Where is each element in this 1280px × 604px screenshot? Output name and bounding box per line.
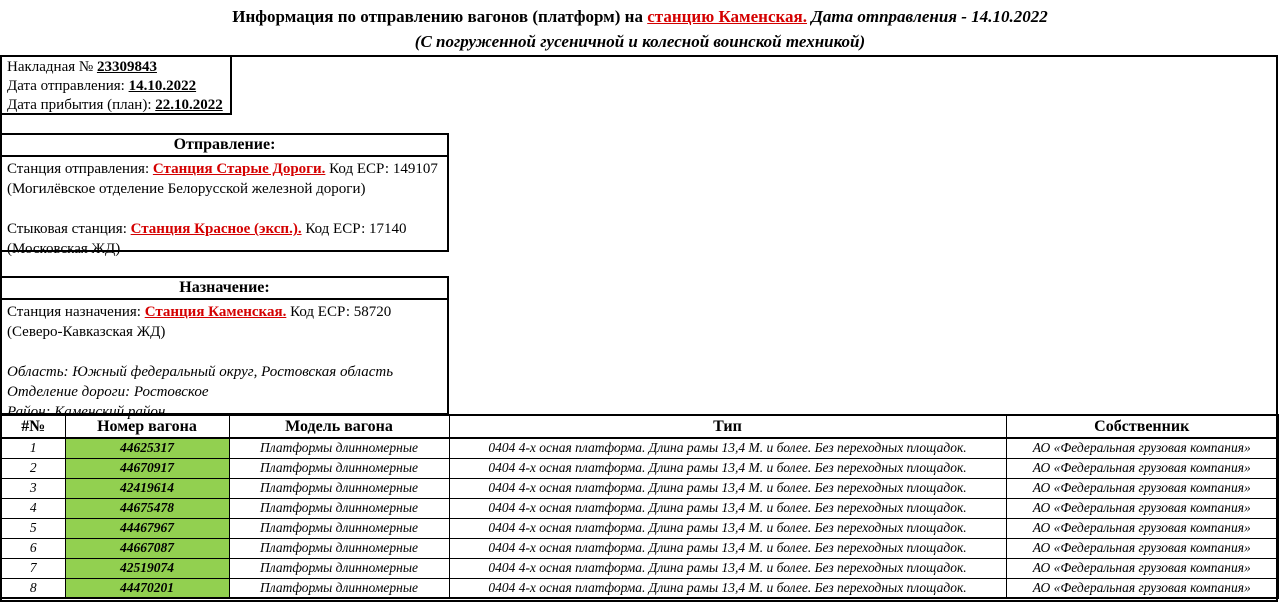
wagon-owner-cell: АО «Федеральная грузовая компания» (1006, 498, 1278, 518)
page-title (0, 4, 1280, 54)
departure-station-line (7, 159, 442, 179)
wagon-type-cell: 0404 4-х осная платформа. Длина рамы 13,4 М. и более. Без переходных площадок. (449, 558, 1006, 578)
junction-station-link[interactable]: Станция Красное (эксп.). (130, 221, 302, 237)
waybill-number-label: Накладная № (7, 59, 97, 75)
wagon-model-cell: Платформы длинномерные (229, 518, 449, 538)
wagon-number-cell: 44667087 (65, 538, 229, 558)
wagon-owner-cell: АО «Федеральная грузовая компания» (1006, 538, 1278, 558)
col-header-model: Модель вагона (229, 415, 449, 438)
destination-station-note: (Северо-Кавказская ЖД) (7, 324, 166, 340)
title-station-link[interactable]: станцию Каменская. (647, 7, 808, 26)
wagon-owner-cell: АО «Федеральная грузовая компания» (1006, 438, 1278, 458)
departure-box (0, 133, 449, 257)
col-header-num: #№ (1, 415, 65, 438)
row-num: 4 (1, 498, 65, 518)
wagon-number-cell: 44675478 (65, 498, 229, 518)
wagon-model-cell: Платформы длинномерные (229, 558, 449, 578)
junction-station-code: Код ЕСР: 17140 (301, 221, 407, 237)
waybill-number-value: 23309843 (96, 59, 157, 75)
wagon-type-cell: 0404 4-х осная платформа. Длина рамы 13,4 М. и более. Без переходных площадок. (449, 458, 1006, 478)
destination-division: Отделение дороги: Ростовское (7, 384, 209, 400)
wagon-owner-cell: АО «Федеральная грузовая компания» (1006, 558, 1278, 578)
junction-station-line (7, 219, 442, 239)
destination-box (0, 276, 449, 420)
table-row (1, 538, 1278, 558)
waybill-departure-date: 14.10.2022 (128, 78, 197, 94)
title-line-2: (С погруженной гусеничной и колесной воинской техникой) (414, 32, 866, 51)
destination-district: Район: Каменский район (7, 404, 166, 420)
table-row (1, 478, 1278, 498)
row-num: 8 (1, 578, 65, 598)
departure-station-note: (Могилёвское отделение Белорусской железной дороги) (7, 181, 366, 197)
waybill-departure-label: Дата отправления: (7, 78, 129, 94)
destination-station-line (7, 302, 442, 322)
wagon-type-cell: 0404 4-х осная платформа. Длина рамы 13,4 М. и более. Без переходных площадок. (449, 538, 1006, 558)
title-line-1 (0, 4, 1280, 30)
waybill-departure-line (7, 77, 225, 96)
waybill-arrival-label: Дата прибытия (план): (7, 97, 156, 113)
row-num: 2 (1, 458, 65, 478)
wagon-number-cell: 42519074 (65, 558, 229, 578)
table-row (1, 558, 1278, 578)
wagon-number-cell: 44467967 (65, 518, 229, 538)
wagon-number-cell: 44625317 (65, 438, 229, 458)
row-num: 1 (1, 438, 65, 458)
departure-station-code: Код ЕСР: 149107 (325, 161, 438, 177)
title-departure-date: Дата отправления - 14.10.2022 (807, 7, 1048, 26)
junction-station-note: (Московская ЖД) (7, 241, 121, 257)
row-num: 6 (1, 538, 65, 558)
wagon-model-cell: Платформы длинномерные (229, 578, 449, 598)
col-header-wagon: Номер вагона (65, 415, 229, 438)
table-header-row (1, 415, 1278, 438)
col-header-owner: Собственник (1006, 415, 1278, 438)
wagon-type-cell: 0404 4-х осная платформа. Длина рамы 13,4 М. и более. Без переходных площадок. (449, 438, 1006, 458)
wagon-model-cell: Платформы длинномерные (229, 498, 449, 518)
col-header-type: Тип (449, 415, 1006, 438)
wagon-number-cell: 44670917 (65, 458, 229, 478)
wagon-table (0, 414, 1279, 599)
wagon-type-cell: 0404 4-х осная платформа. Длина рамы 13,4 М. и более. Без переходных площадок. (449, 498, 1006, 518)
wagon-model-cell: Платформы длинномерные (229, 438, 449, 458)
wagon-owner-cell: АО «Федеральная грузовая компания» (1006, 578, 1278, 598)
destination-box-body (2, 300, 447, 424)
waybill-arrival-line (7, 96, 225, 115)
departure-station-label: Станция отправления: (7, 161, 153, 177)
junction-station-label: Стыковая станция: (7, 221, 131, 237)
departure-box-header: Отправление: (2, 135, 447, 157)
row-num: 7 (1, 558, 65, 578)
wagon-number-cell: 44470201 (65, 578, 229, 598)
table-row (1, 518, 1278, 538)
wagon-owner-cell: АО «Федеральная грузовая компания» (1006, 478, 1278, 498)
table-row (1, 578, 1278, 598)
waybill-arrival-date: 22.10.2022 (155, 97, 223, 113)
wagon-type-cell: 0404 4-х осная платформа. Длина рамы 13,4 М. и более. Без переходных площадок. (449, 518, 1006, 538)
wagon-type-cell: 0404 4-х осная платформа. Длина рамы 13,4 М. и более. Без переходных площадок. (449, 478, 1006, 498)
wagon-type-cell: 0404 4-х осная платформа. Длина рамы 13,4 М. и более. Без переходных площадок. (449, 578, 1006, 598)
row-num: 3 (1, 478, 65, 498)
destination-box-header: Назначение: (2, 278, 447, 300)
destination-region: Область: Южный федеральный округ, Ростовская область (7, 364, 394, 380)
wagon-model-cell: Платформы длинномерные (229, 458, 449, 478)
table-row (1, 438, 1278, 458)
table-row (1, 458, 1278, 478)
destination-station-code: Код ЕСР: 58720 (286, 304, 392, 320)
destination-station-link[interactable]: Станция Каменская. (144, 304, 287, 320)
wagon-number-cell: 42419614 (65, 478, 229, 498)
wagon-owner-cell: АО «Федеральная грузовая компания» (1006, 518, 1278, 538)
spacer (7, 342, 442, 362)
spacer (7, 199, 442, 219)
wagon-owner-cell: АО «Федеральная грузовая компания» (1006, 458, 1278, 478)
wagon-model-cell: Платформы длинномерные (229, 478, 449, 498)
table-row (1, 498, 1278, 518)
waybill-number-line (7, 58, 225, 77)
title-prefix: Информация по отправлению вагонов (платформ) на (232, 7, 648, 26)
waybill-box (0, 55, 232, 115)
departure-box-body (2, 157, 447, 261)
wagon-model-cell: Платформы длинномерные (229, 538, 449, 558)
destination-station-label: Станция назначения: (7, 304, 145, 320)
row-num: 5 (1, 518, 65, 538)
departure-station-link[interactable]: Станция Старые Дороги. (152, 161, 326, 177)
